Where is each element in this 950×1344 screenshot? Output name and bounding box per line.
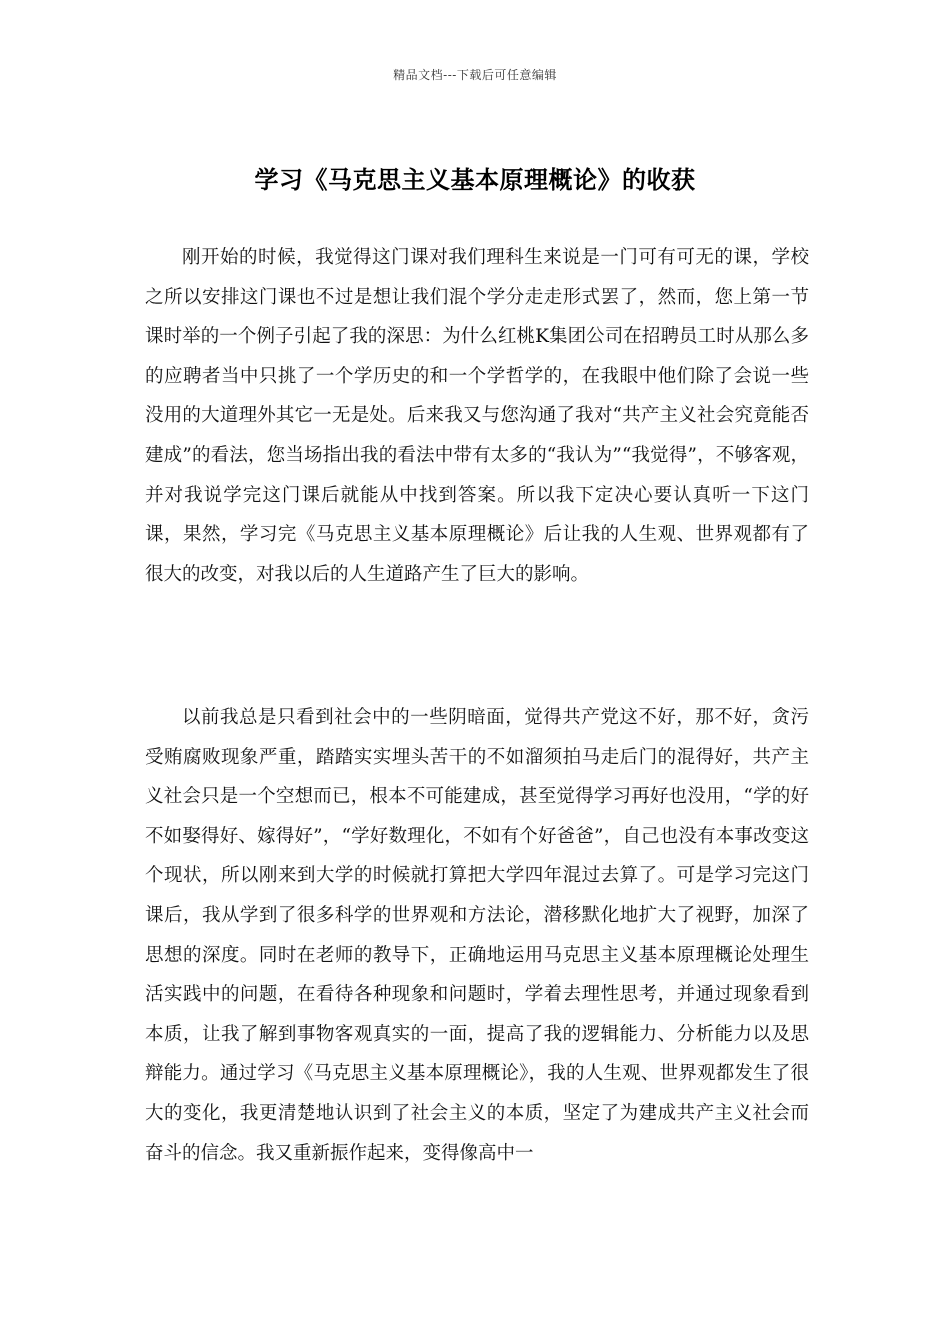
body-paragraph-2: 以前我总是只看到社会中的一些阴暗面，觉得共产党这不好，那不好，贪污受贿腐败现象严重，踏踏实实埋头苦干的不如溜须拍马走后门的混得好，共产主义社会只是一个空想而已，根本不可能建成，甚至觉得学习再好也没用，“学的好不如娶得好、嫁得好”，“学好数理化，不如有个好爸爸”，自己也没有本事改变这个现状，所以刚来到大学的时候就打算把大学四年混过去算了。可是学习完这门课后，我从学到了很多科学的世界观和方法论，潜移默化地扩大了视野，加深了思想的深度。同时在老师的教导下，正确地运用马克思主义基本原理概论处理生活实践中的问题，在看待各种现象和问题时，学着去理性思考，并通过现象看到本质，让我了解到事物客观真实的一面，提高了我的逻辑能力、分析能力以及思辩能力。通过学习《马克思主义基本原理概论》，我的人生观、世界观都发生了很大的变化，我更清楚地认识到了社会主义的本质，坚定了为建成共产主义社会而奋斗的信念。我又重新振作起来，变得像高中一: [145, 707, 809, 1164]
body-paragraph-1: 刚开始的时候，我觉得这门课对我们理科生来说是一门可有可无的课，学校之所以安排这门课也不过是想让我们混个学分走走形式罢了，然而，您上第一节课时举的一个例子引起了我的深思：为什么红桃K集团公司在招聘员工时从那么多的应聘者当中只挑了一个学历史的和一个学哲学的，在我眼中他们除了会说一些没用的大道理外其它一无是处。后来我又与您沟通了我对“共产主义社会究竟能否建成”的看法，您当场指出我的看法中带有太多的“我认为”“我觉得”，不够客观，并对我说学完这门课后就能从中找到答案。所以我下定决心要认真听一下这门课，果然，学习完《马克思主义基本原理概论》后让我的人生观、世界观都有了很大的改变，对我以后的人生道路产生了巨大的影响。: [145, 247, 809, 585]
header-note: 精品文档---下载后可任意编辑: [393, 68, 557, 82]
document-title: 学习《马克思主义基本原理概论》的收获: [254, 165, 696, 194]
